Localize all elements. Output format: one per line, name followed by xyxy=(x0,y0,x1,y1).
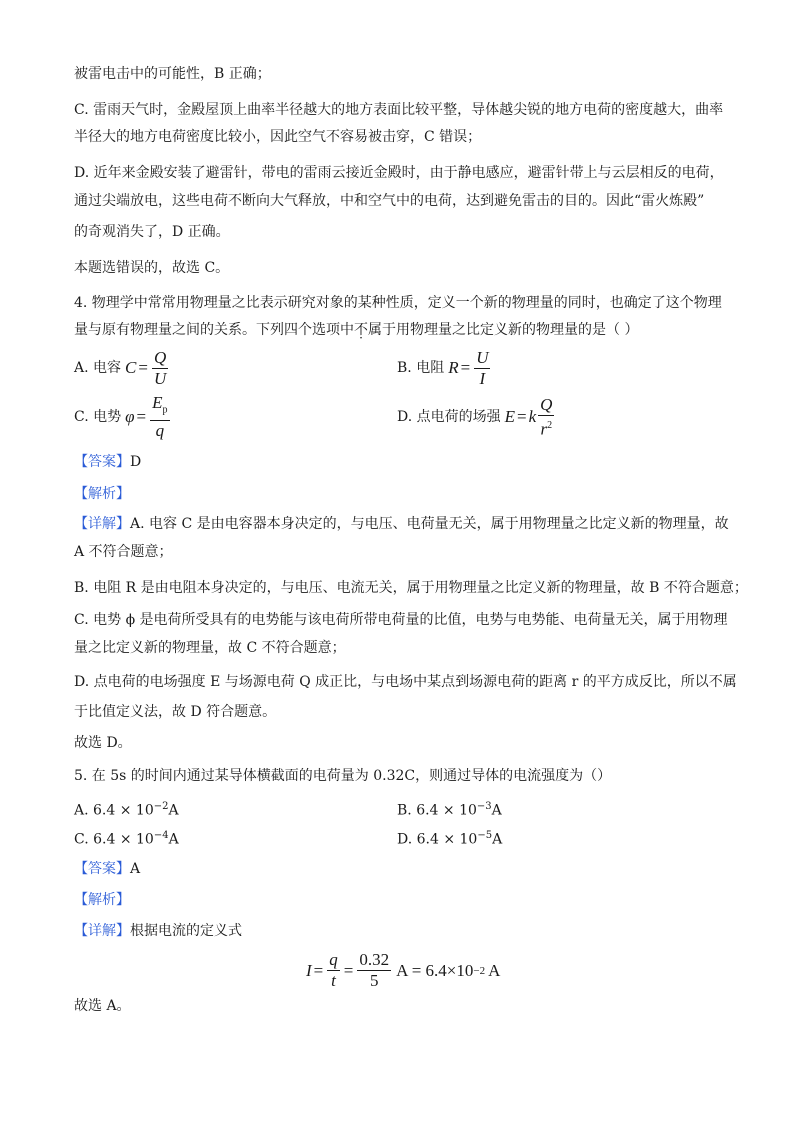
text-line: 通过尖端放电，这些电荷不断向大气释放，中和空气中的电荷，达到避免雷击的目的。因此“雷火炼殿” xyxy=(74,193,705,209)
analysis-tag: 【解析】 xyxy=(74,486,130,502)
emphasis-char: 不 xyxy=(354,322,368,338)
option-label: D. 点电荷的场强 xyxy=(397,409,501,425)
question-4-stem-line2 xyxy=(74,320,638,340)
option-text: A. 6.4 × 10 xyxy=(74,802,154,819)
option-label: C. 电势 xyxy=(74,409,122,425)
exponent: −2 xyxy=(153,801,169,812)
option-d xyxy=(397,826,502,850)
stem-text: 量与原有物理量之间的关系。下列四个选项中 xyxy=(74,322,354,338)
formula-result: A = 6.4×10 xyxy=(396,960,474,980)
detail-line: D. 点电荷的电场强度 E 与场源电荷 Q 成正比，与电场中某点到场源电荷的距离 r 的平方成反比，所以不属 xyxy=(74,674,737,690)
exponent: −5 xyxy=(477,830,493,841)
current-formula: I = $\frac{q}{t}$ = $\frac{0.32}{5}$ A = 6.4×10 −2 A xyxy=(306,950,501,990)
question-5-stem: 5. 在 5s 的时间内通过某导体横截面的电荷量为 0.32C，则通过导体的电流强度为（） xyxy=(74,768,612,784)
fraction: $\frac{Q}{U}$ xyxy=(153,347,167,388)
exponent: −4 xyxy=(153,830,169,841)
detail-text: A. 电容 C 是由电容器本身决定的，与电压、电荷量无关，属于用物理量之比定义新的物理量，故 xyxy=(130,516,729,532)
option-label: B. 电阻 xyxy=(397,360,445,376)
answer-value: D xyxy=(130,454,142,470)
detail-tag: 【详解】 xyxy=(74,923,130,939)
option-b: B. 电阻 R = $\frac{U}{I}$ xyxy=(397,347,489,388)
answer-value: A xyxy=(130,861,141,877)
option-text: C. 6.4 × 10 xyxy=(74,831,154,848)
fraction: $\frac{Q}{r^2}$ xyxy=(540,394,553,439)
option-text: B. 6.4 × 10 xyxy=(397,802,477,819)
fraction: $\frac{U}{I}$ xyxy=(476,347,489,388)
text-line: D. 近年来金殿安装了避雷针，带电的雷雨云接近金殿时，由于静电感应，避雷针带上与云层相反的电荷， xyxy=(74,165,724,181)
answer-line xyxy=(74,452,141,472)
option-label: A. 电容 xyxy=(74,360,122,376)
detail-tag: 【详解】 xyxy=(74,516,130,532)
option-a: A. 电容 C = $\frac{Q}{U}$ xyxy=(74,347,167,388)
unit: A xyxy=(168,831,179,848)
unit: A xyxy=(168,802,179,819)
text-line: C. 雷雨天气时，金殿屋顶上曲率半径越大的地方表面比较平整，导体越尖锐的地方电荷的密度越大，曲率 xyxy=(74,102,724,118)
stem-text: 属于用物理量之比定义新的物理量的是（ ） xyxy=(368,322,639,338)
detail-line: 故选 A。 xyxy=(74,998,131,1014)
fraction: $\frac{E_p}{q}$ xyxy=(152,392,168,441)
detail-line: B. 电阻 R 是由电阻本身决定的，与电压、电流无关，属于用物理量之比定义新的物理量，故 B 不符合题意； xyxy=(74,580,748,596)
detail-line: A 不符合题意； xyxy=(74,544,173,560)
answer-tag: 【答案】 xyxy=(74,454,130,470)
unit: A xyxy=(492,831,503,848)
detail-line: 于比值定义法，故 D 符合题意。 xyxy=(74,704,277,720)
text-line: 的奇观消失了，D 正确。 xyxy=(74,224,230,240)
detail-line: C. 电势 ϕ 是电荷所受具有的电势能与该电荷所带电荷量的比值，电势与电势能、电荷量无关，属于用物理 xyxy=(74,612,728,628)
answer-tag: 【答案】 xyxy=(74,861,130,877)
question-4-stem-line1: 4. 物理学中常常用物理量之比表示研究对象的某种性质，定义一个新的物理量的同时，也确定了这个物理 xyxy=(74,295,722,311)
unit: A xyxy=(488,960,501,980)
text-line: 被雷电击中的可能性，B 正确； xyxy=(74,66,271,82)
text-line: 半径大的地方电荷密度比较小，因此空气不容易被击穿，C 错误； xyxy=(74,129,482,145)
unit: A xyxy=(491,802,502,819)
option-c xyxy=(74,826,179,850)
exponent: −2 xyxy=(473,964,486,977)
option-a xyxy=(74,797,179,821)
option-text: D. 6.4 × 10 xyxy=(397,831,478,848)
option-d: D. 点电荷的场强 E = k $\frac{Q}{r^2}$ xyxy=(397,394,553,439)
option-c: C. 电势 φ = $\frac{E_p}{q}$ xyxy=(74,392,168,441)
detail-line xyxy=(74,514,729,534)
fraction: $\frac{q}{t}$ xyxy=(329,950,338,990)
detail-line: 故选 D。 xyxy=(74,735,132,751)
analysis-tag: 【解析】 xyxy=(74,892,130,908)
detail-text: 根据电流的定义式 xyxy=(130,923,242,939)
exponent: −3 xyxy=(476,801,492,812)
answer-line xyxy=(74,859,140,879)
text-line: 本题选错误的，故选 C。 xyxy=(74,260,230,276)
formula-var: I xyxy=(306,960,312,980)
detail-line xyxy=(74,921,242,941)
fraction: $\frac{0.32}{5}$ xyxy=(359,950,390,990)
option-b xyxy=(397,797,502,821)
detail-line: 量之比定义新的物理量，故 C 不符合题意； xyxy=(74,640,346,656)
